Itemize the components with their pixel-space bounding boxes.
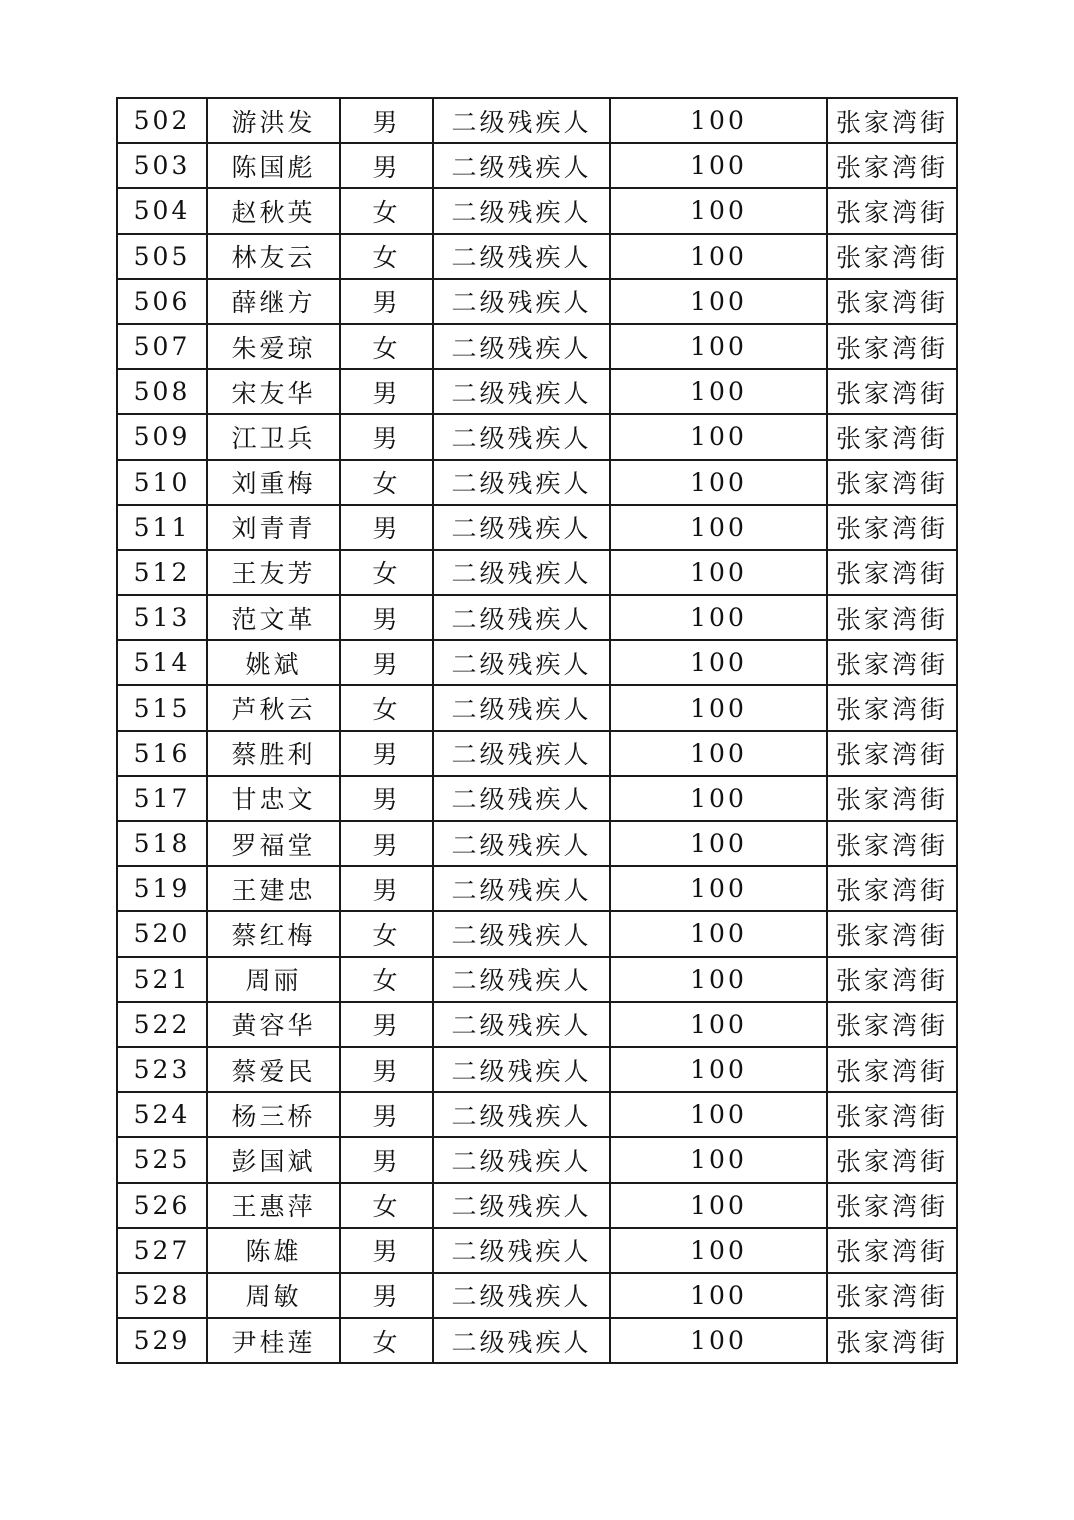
row-number-cell: 510 bbox=[117, 460, 207, 505]
disability-level-cell: 二级残疾人 bbox=[433, 143, 610, 188]
roster-table bbox=[116, 97, 958, 1364]
table-row bbox=[117, 1092, 957, 1137]
row-number-cell: 514 bbox=[117, 640, 207, 685]
name-cell: 陈国彪 bbox=[207, 143, 340, 188]
name-cell: 刘重梅 bbox=[207, 460, 340, 505]
name-cell: 姚斌 bbox=[207, 640, 340, 685]
table-row bbox=[117, 1273, 957, 1318]
disability-level-cell: 二级残疾人 bbox=[433, 279, 610, 324]
table-row bbox=[117, 957, 957, 1002]
row-number-cell: 511 bbox=[117, 505, 207, 550]
gender-cell: 男 bbox=[340, 1273, 433, 1318]
disability-level-cell: 二级残疾人 bbox=[433, 821, 610, 866]
name-cell: 蔡爱民 bbox=[207, 1047, 340, 1092]
disability-level-cell: 二级残疾人 bbox=[433, 460, 610, 505]
row-number-cell: 527 bbox=[117, 1228, 207, 1273]
street-cell: 张家湾街 bbox=[827, 505, 957, 550]
row-number-cell: 506 bbox=[117, 279, 207, 324]
name-cell: 彭国斌 bbox=[207, 1137, 340, 1182]
table-row bbox=[117, 1047, 957, 1092]
gender-cell: 男 bbox=[340, 279, 433, 324]
table-row bbox=[117, 1002, 957, 1047]
street-cell: 张家湾街 bbox=[827, 1137, 957, 1182]
disability-level-cell: 二级残疾人 bbox=[433, 1137, 610, 1182]
table-row bbox=[117, 1228, 957, 1273]
amount-cell: 100 bbox=[610, 188, 827, 233]
row-number-cell: 509 bbox=[117, 414, 207, 459]
name-cell: 王友芳 bbox=[207, 550, 340, 595]
name-cell: 周丽 bbox=[207, 957, 340, 1002]
street-cell: 张家湾街 bbox=[827, 731, 957, 776]
amount-cell: 100 bbox=[610, 1047, 827, 1092]
roster-body bbox=[117, 98, 957, 1363]
name-cell: 赵秋英 bbox=[207, 188, 340, 233]
gender-cell: 男 bbox=[340, 505, 433, 550]
amount-cell: 100 bbox=[610, 1228, 827, 1273]
street-cell: 张家湾街 bbox=[827, 1183, 957, 1228]
name-cell: 宋友华 bbox=[207, 369, 340, 414]
gender-cell: 男 bbox=[340, 1228, 433, 1273]
street-cell: 张家湾街 bbox=[827, 1318, 957, 1363]
street-cell: 张家湾街 bbox=[827, 414, 957, 459]
street-cell: 张家湾街 bbox=[827, 595, 957, 640]
gender-cell: 男 bbox=[340, 1137, 433, 1182]
row-number-cell: 513 bbox=[117, 595, 207, 640]
street-cell: 张家湾街 bbox=[827, 279, 957, 324]
street-cell: 张家湾街 bbox=[827, 1047, 957, 1092]
name-cell: 周敏 bbox=[207, 1273, 340, 1318]
table-row bbox=[117, 776, 957, 821]
name-cell: 蔡胜利 bbox=[207, 731, 340, 776]
gender-cell: 男 bbox=[340, 776, 433, 821]
gender-cell: 男 bbox=[340, 731, 433, 776]
table-row bbox=[117, 1318, 957, 1363]
amount-cell: 100 bbox=[610, 414, 827, 459]
amount-cell: 100 bbox=[610, 1318, 827, 1363]
amount-cell: 100 bbox=[610, 1092, 827, 1137]
disability-level-cell: 二级残疾人 bbox=[433, 776, 610, 821]
street-cell: 张家湾街 bbox=[827, 685, 957, 730]
gender-cell: 女 bbox=[340, 550, 433, 595]
name-cell: 刘青青 bbox=[207, 505, 340, 550]
amount-cell: 100 bbox=[610, 640, 827, 685]
disability-level-cell: 二级残疾人 bbox=[433, 1273, 610, 1318]
amount-cell: 100 bbox=[610, 550, 827, 595]
gender-cell: 男 bbox=[340, 595, 433, 640]
gender-cell: 男 bbox=[340, 1002, 433, 1047]
amount-cell: 100 bbox=[610, 234, 827, 279]
gender-cell: 男 bbox=[340, 821, 433, 866]
row-number-cell: 522 bbox=[117, 1002, 207, 1047]
disability-level-cell: 二级残疾人 bbox=[433, 234, 610, 279]
name-cell: 游洪发 bbox=[207, 98, 340, 143]
name-cell: 范文革 bbox=[207, 595, 340, 640]
gender-cell: 男 bbox=[340, 369, 433, 414]
street-cell: 张家湾街 bbox=[827, 1002, 957, 1047]
row-number-cell: 524 bbox=[117, 1092, 207, 1137]
gender-cell: 女 bbox=[340, 685, 433, 730]
table-row bbox=[117, 821, 957, 866]
disability-level-cell: 二级残疾人 bbox=[433, 1002, 610, 1047]
disability-level-cell: 二级残疾人 bbox=[433, 685, 610, 730]
name-cell: 甘忠文 bbox=[207, 776, 340, 821]
amount-cell: 100 bbox=[610, 866, 827, 911]
name-cell: 王惠萍 bbox=[207, 1183, 340, 1228]
disability-level-cell: 二级残疾人 bbox=[433, 731, 610, 776]
street-cell: 张家湾街 bbox=[827, 1092, 957, 1137]
amount-cell: 100 bbox=[610, 98, 827, 143]
disability-level-cell: 二级残疾人 bbox=[433, 1092, 610, 1137]
gender-cell: 女 bbox=[340, 460, 433, 505]
amount-cell: 100 bbox=[610, 1183, 827, 1228]
row-number-cell: 505 bbox=[117, 234, 207, 279]
row-number-cell: 529 bbox=[117, 1318, 207, 1363]
gender-cell: 男 bbox=[340, 143, 433, 188]
amount-cell: 100 bbox=[610, 911, 827, 956]
table-row bbox=[117, 188, 957, 233]
disability-level-cell: 二级残疾人 bbox=[433, 1318, 610, 1363]
street-cell: 张家湾街 bbox=[827, 866, 957, 911]
gender-cell: 男 bbox=[340, 1047, 433, 1092]
disability-level-cell: 二级残疾人 bbox=[433, 324, 610, 369]
gender-cell: 男 bbox=[340, 1092, 433, 1137]
gender-cell: 女 bbox=[340, 911, 433, 956]
amount-cell: 100 bbox=[610, 143, 827, 188]
table-row bbox=[117, 911, 957, 956]
table-row bbox=[117, 1183, 957, 1228]
amount-cell: 100 bbox=[610, 1137, 827, 1182]
row-number-cell: 503 bbox=[117, 143, 207, 188]
table-row bbox=[117, 640, 957, 685]
name-cell: 陈雄 bbox=[207, 1228, 340, 1273]
row-number-cell: 519 bbox=[117, 866, 207, 911]
table-row bbox=[117, 731, 957, 776]
row-number-cell: 515 bbox=[117, 685, 207, 730]
disability-level-cell: 二级残疾人 bbox=[433, 550, 610, 595]
street-cell: 张家湾街 bbox=[827, 188, 957, 233]
street-cell: 张家湾街 bbox=[827, 369, 957, 414]
amount-cell: 100 bbox=[610, 369, 827, 414]
amount-cell: 100 bbox=[610, 324, 827, 369]
street-cell: 张家湾街 bbox=[827, 460, 957, 505]
amount-cell: 100 bbox=[610, 460, 827, 505]
name-cell: 芦秋云 bbox=[207, 685, 340, 730]
row-number-cell: 502 bbox=[117, 98, 207, 143]
gender-cell: 男 bbox=[340, 640, 433, 685]
street-cell: 张家湾街 bbox=[827, 957, 957, 1002]
disability-level-cell: 二级残疾人 bbox=[433, 414, 610, 459]
street-cell: 张家湾街 bbox=[827, 234, 957, 279]
street-cell: 张家湾街 bbox=[827, 324, 957, 369]
row-number-cell: 507 bbox=[117, 324, 207, 369]
disability-level-cell: 二级残疾人 bbox=[433, 1183, 610, 1228]
name-cell: 朱爱琼 bbox=[207, 324, 340, 369]
table-row bbox=[117, 505, 957, 550]
table-row bbox=[117, 460, 957, 505]
table-row bbox=[117, 595, 957, 640]
table-row bbox=[117, 550, 957, 595]
gender-cell: 女 bbox=[340, 324, 433, 369]
name-cell: 罗福堂 bbox=[207, 821, 340, 866]
table-row bbox=[117, 324, 957, 369]
name-cell: 薛继方 bbox=[207, 279, 340, 324]
name-cell: 黄容华 bbox=[207, 1002, 340, 1047]
disability-level-cell: 二级残疾人 bbox=[433, 98, 610, 143]
table-row bbox=[117, 143, 957, 188]
row-number-cell: 517 bbox=[117, 776, 207, 821]
street-cell: 张家湾街 bbox=[827, 640, 957, 685]
street-cell: 张家湾街 bbox=[827, 550, 957, 595]
gender-cell: 男 bbox=[340, 414, 433, 459]
disability-level-cell: 二级残疾人 bbox=[433, 911, 610, 956]
street-cell: 张家湾街 bbox=[827, 776, 957, 821]
disability-level-cell: 二级残疾人 bbox=[433, 505, 610, 550]
table-row bbox=[117, 234, 957, 279]
amount-cell: 100 bbox=[610, 957, 827, 1002]
disability-level-cell: 二级残疾人 bbox=[433, 640, 610, 685]
name-cell: 杨三桥 bbox=[207, 1092, 340, 1137]
table-row bbox=[117, 414, 957, 459]
gender-cell: 女 bbox=[340, 957, 433, 1002]
amount-cell: 100 bbox=[610, 595, 827, 640]
amount-cell: 100 bbox=[610, 821, 827, 866]
gender-cell: 女 bbox=[340, 234, 433, 279]
amount-cell: 100 bbox=[610, 1002, 827, 1047]
gender-cell: 女 bbox=[340, 1318, 433, 1363]
amount-cell: 100 bbox=[610, 505, 827, 550]
gender-cell: 男 bbox=[340, 98, 433, 143]
disability-level-cell: 二级残疾人 bbox=[433, 1228, 610, 1273]
disability-level-cell: 二级残疾人 bbox=[433, 957, 610, 1002]
street-cell: 张家湾街 bbox=[827, 821, 957, 866]
amount-cell: 100 bbox=[610, 776, 827, 821]
disability-level-cell: 二级残疾人 bbox=[433, 866, 610, 911]
name-cell: 王建忠 bbox=[207, 866, 340, 911]
table-row bbox=[117, 685, 957, 730]
row-number-cell: 525 bbox=[117, 1137, 207, 1182]
amount-cell: 100 bbox=[610, 279, 827, 324]
gender-cell: 男 bbox=[340, 866, 433, 911]
street-cell: 张家湾街 bbox=[827, 143, 957, 188]
name-cell: 蔡红梅 bbox=[207, 911, 340, 956]
name-cell: 林友云 bbox=[207, 234, 340, 279]
row-number-cell: 518 bbox=[117, 821, 207, 866]
name-cell: 尹桂莲 bbox=[207, 1318, 340, 1363]
table-row bbox=[117, 369, 957, 414]
disability-level-cell: 二级残疾人 bbox=[433, 188, 610, 233]
amount-cell: 100 bbox=[610, 685, 827, 730]
street-cell: 张家湾街 bbox=[827, 1228, 957, 1273]
row-number-cell: 523 bbox=[117, 1047, 207, 1092]
row-number-cell: 504 bbox=[117, 188, 207, 233]
street-cell: 张家湾街 bbox=[827, 98, 957, 143]
street-cell: 张家湾街 bbox=[827, 1273, 957, 1318]
gender-cell: 女 bbox=[340, 188, 433, 233]
row-number-cell: 508 bbox=[117, 369, 207, 414]
row-number-cell: 521 bbox=[117, 957, 207, 1002]
table-row bbox=[117, 98, 957, 143]
gender-cell: 女 bbox=[340, 1183, 433, 1228]
row-number-cell: 520 bbox=[117, 911, 207, 956]
disability-level-cell: 二级残疾人 bbox=[433, 369, 610, 414]
street-cell: 张家湾街 bbox=[827, 911, 957, 956]
row-number-cell: 526 bbox=[117, 1183, 207, 1228]
disability-level-cell: 二级残疾人 bbox=[433, 1047, 610, 1092]
name-cell: 江卫兵 bbox=[207, 414, 340, 459]
row-number-cell: 528 bbox=[117, 1273, 207, 1318]
table-row bbox=[117, 866, 957, 911]
amount-cell: 100 bbox=[610, 731, 827, 776]
table-row bbox=[117, 279, 957, 324]
amount-cell: 100 bbox=[610, 1273, 827, 1318]
row-number-cell: 516 bbox=[117, 731, 207, 776]
row-number-cell: 512 bbox=[117, 550, 207, 595]
table-row bbox=[117, 1137, 957, 1182]
disability-level-cell: 二级残疾人 bbox=[433, 595, 610, 640]
